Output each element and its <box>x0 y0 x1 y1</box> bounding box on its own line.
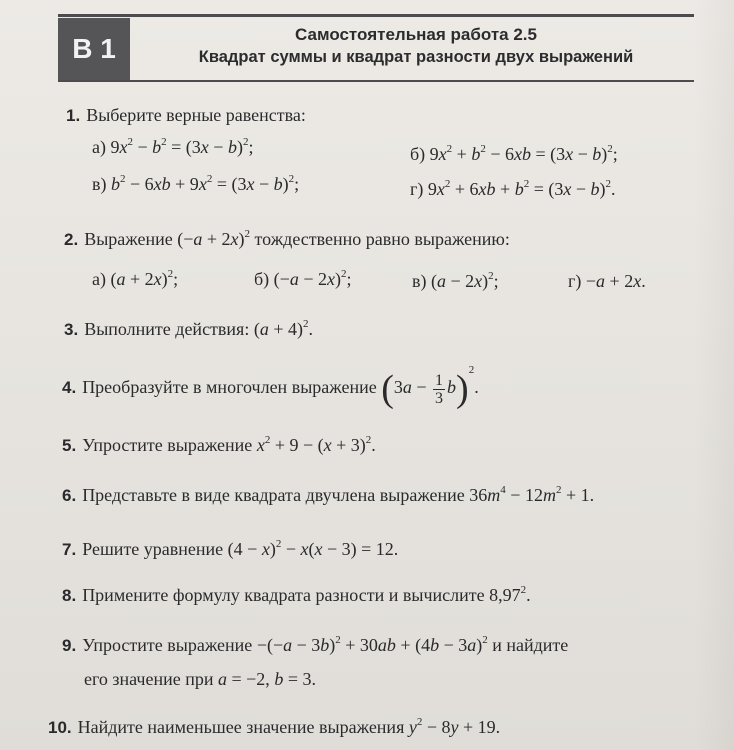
task-4: 4. Преобразуйте в многочлен выражение (3a − $\frac{1}{3}$ b)$^2$. <box>62 364 479 410</box>
task-1 <box>66 104 306 127</box>
task-1-option-g: г) $9x^2 + 6xb + b^2 = (3x - b)^2$. <box>410 178 616 199</box>
task-text: Выберите верные равенства: <box>86 105 306 125</box>
task-2: 2. Выражение $(-a + 2x)^2$ тождественно равно выражению: <box>64 228 510 249</box>
page-edge-shadow <box>694 0 734 750</box>
task-1-option-v: в) $b^2 - 6xb + 9x^2 = (3x - b)^2$; <box>92 173 300 194</box>
task-number: 1. <box>66 106 81 125</box>
task-10: 10. Найдите наименьшее значение выражения $y^2 - 8y + 19$. <box>48 716 501 737</box>
task-6: 6. Представьте в виде квадрата двучлена выражение $36m^4 - 12m^2 + 1$. <box>62 484 595 505</box>
task-7: 7. Решите уравнение $(4 - x)^2 - x(x - 3) = 12$. <box>62 538 399 559</box>
task-9: 9. Упростите выражение $-(-a - 3b)^2 + 30ab + (4b - 3a)^2$ и найдите <box>62 634 569 655</box>
header-top-rule <box>58 14 694 17</box>
task-3: 3. Выполните действия: $(a + 4)^2$. <box>64 318 313 339</box>
title-line-1: Самостоятельная работа 2.5 <box>295 25 537 44</box>
task-5: 5. Упростите выражение $x^2 + 9 - (x + 3)^2$. <box>62 434 376 455</box>
variant-badge: В 1 <box>58 18 130 80</box>
task-8: 8. Примените формулу квадрата разности и вычислите 8,97$^2$. <box>62 584 531 605</box>
task-2-option-b: б) $(-a - 2x)^2$; <box>254 268 352 289</box>
task-2-option-a: а) $(a + 2x)^2$; <box>92 268 179 289</box>
title-line-2: Квадрат суммы и квадрат разности двух выражений <box>198 48 634 66</box>
header-title <box>138 24 694 68</box>
task-2-option-v: в) $(a - 2x)^2$; <box>412 270 499 291</box>
header-bottom-rule <box>58 80 694 82</box>
task-2-option-g: г) −a + 2x. <box>568 271 646 291</box>
task-9-line-2: его значение при a = −2, b = 3. <box>84 669 316 689</box>
header <box>58 14 694 82</box>
task-1-option-b: б) $9x^2 + b^2 - 6xb = (3x - b)^2$; <box>410 143 618 164</box>
task-1-option-a: а) $9x^2 - b^2 = (3x - b)^2$; <box>92 136 254 157</box>
